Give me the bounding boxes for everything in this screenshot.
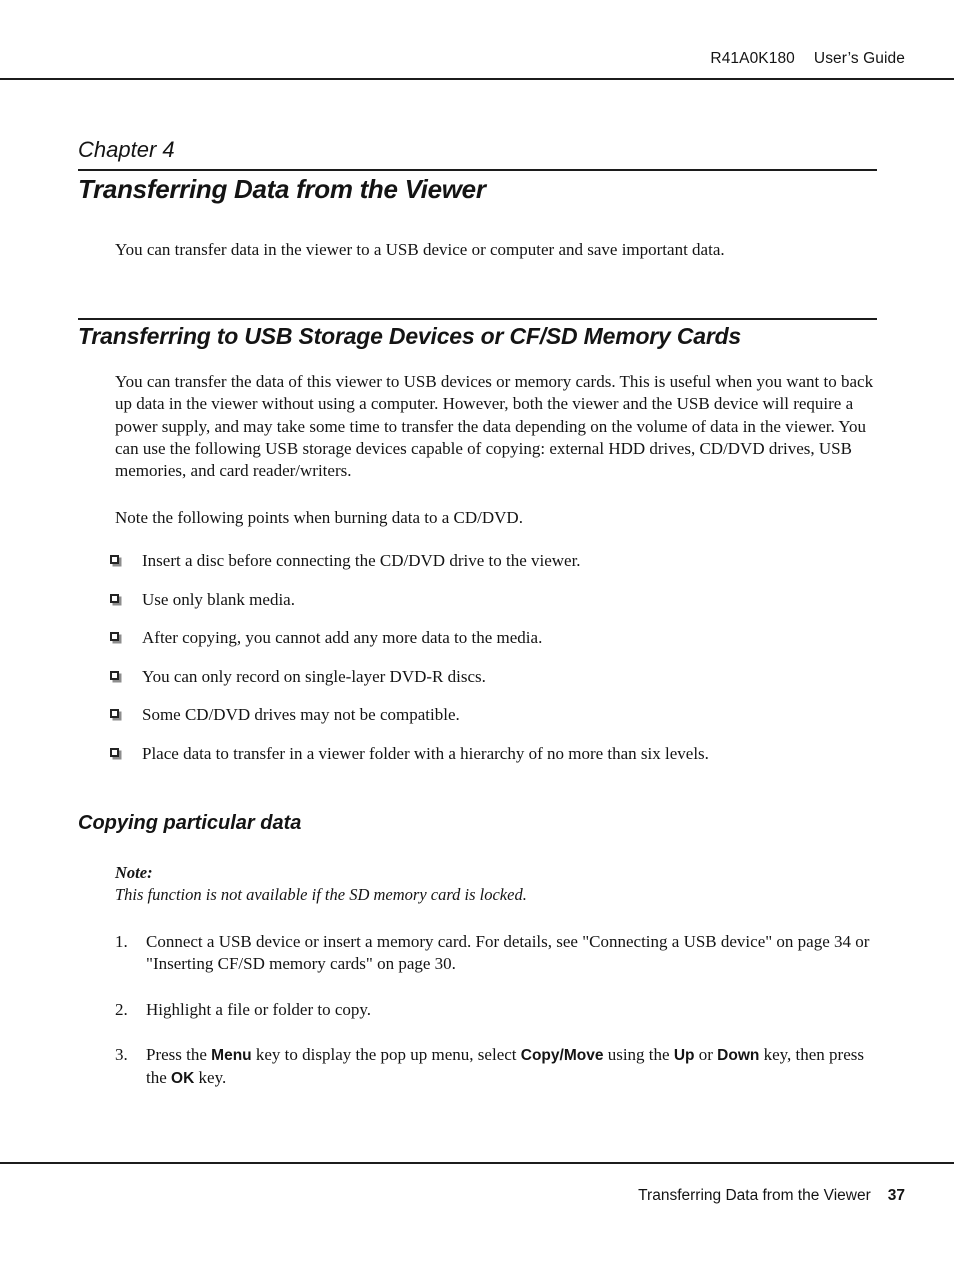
footer-page-number: 37 [887,1187,905,1204]
page-header [710,50,905,68]
chapter-title: Transferring Data from the Viewer [78,174,486,204]
header-doc-title: User’s Guide [813,50,905,67]
key-name: OK [171,1070,195,1088]
bullet-text: You can only record on single-layer DVD-R discs. [142,666,486,686]
step-number: 2. [115,999,128,1019]
step-text [146,999,883,1021]
step-text-segment: using the [603,1044,674,1064]
square-bullet-icon [110,748,119,757]
bullet-text: Some CD/DVD drives may not be compatible. [142,705,460,724]
footer-rule [0,1162,954,1164]
step-item [115,931,883,976]
step-item [115,1044,883,1091]
step-text-segment: or [694,1044,718,1064]
chapter-label: Chapter 4 [78,137,175,162]
bullet-text: Use only blank media. [142,589,295,609]
square-bullet-icon [110,632,119,641]
bullet-text: After copying, you cannot add any more data to the media. [142,628,543,647]
key-name: Copy/Move [520,1046,604,1064]
note-text: This function is not available if the SD memory card is locked. [115,885,527,904]
step-text [146,931,883,976]
step-item [115,999,883,1021]
step-text-segment: Press the [146,1044,212,1064]
square-bullet-icon [110,555,119,564]
square-bullet-icon [110,594,119,603]
cd-note-intro: Note the following points when burning data to a CD/DVD. [115,508,523,527]
key-name: Menu [211,1046,252,1064]
subsection-title: Copying particular data [78,812,302,834]
key-name: Up [673,1046,695,1064]
bullet-text: Insert a disc before connecting the CD/DVD drive to the viewer. [142,551,581,570]
section-body-paragraph: You can transfer the data of this viewer to USB devices or memory cards. This is useful when you want to back up data in the viewer without using a computer. However, both the viewer and the USB device will require a power supply, and may take some time to transfer the data depending on the volume of data in the viewer. You can use the following USB storage devices capable of copying: external HDD drives, CD/DVD drives, USB memories, and card reader/writers. [115,372,874,481]
bullet-list [110,550,890,781]
step-text-segment: Highlight a file or folder to copy. [146,999,372,1019]
step-text-segment: key. [194,1068,227,1088]
list-item [110,666,890,688]
section-rule [78,318,877,320]
list-item [110,704,890,726]
page-footer [638,1187,905,1205]
step-text-segment: key to display the pop up menu, select [251,1044,521,1064]
step-text-segment: key, then press the [146,1044,864,1088]
step-text-segment: Connect a USB device or insert a memory card. For details, see "Connecting a USB device" on page 34 or "Inserting CF/SD memory cards" on page 30. [146,932,870,974]
step-number: 3. [115,1044,128,1064]
list-item [110,743,890,765]
list-item [110,627,890,649]
step-list [115,931,883,1113]
square-bullet-icon [110,709,119,718]
intro-paragraph: You can transfer data in the viewer to a USB device or computer and save important data. [115,240,725,259]
step-number: 1. [115,932,128,951]
note-label: Note: [115,863,153,882]
note-block [115,862,881,906]
chapter-rule [78,169,877,171]
header-doc-code: R41A0K180 [710,50,795,67]
square-bullet-icon [110,671,119,680]
step-text [146,1044,883,1091]
section-title: Transferring to USB Storage Devices or CF/SD Memory Cards [78,323,742,349]
bullet-text: Place data to transfer in a viewer folder with a hierarchy of no more than six levels. [142,743,709,763]
list-item [110,589,890,611]
footer-title: Transferring Data from the Viewer [638,1187,871,1204]
header-rule [0,78,954,80]
list-item [110,550,890,572]
key-name: Down [717,1046,760,1064]
